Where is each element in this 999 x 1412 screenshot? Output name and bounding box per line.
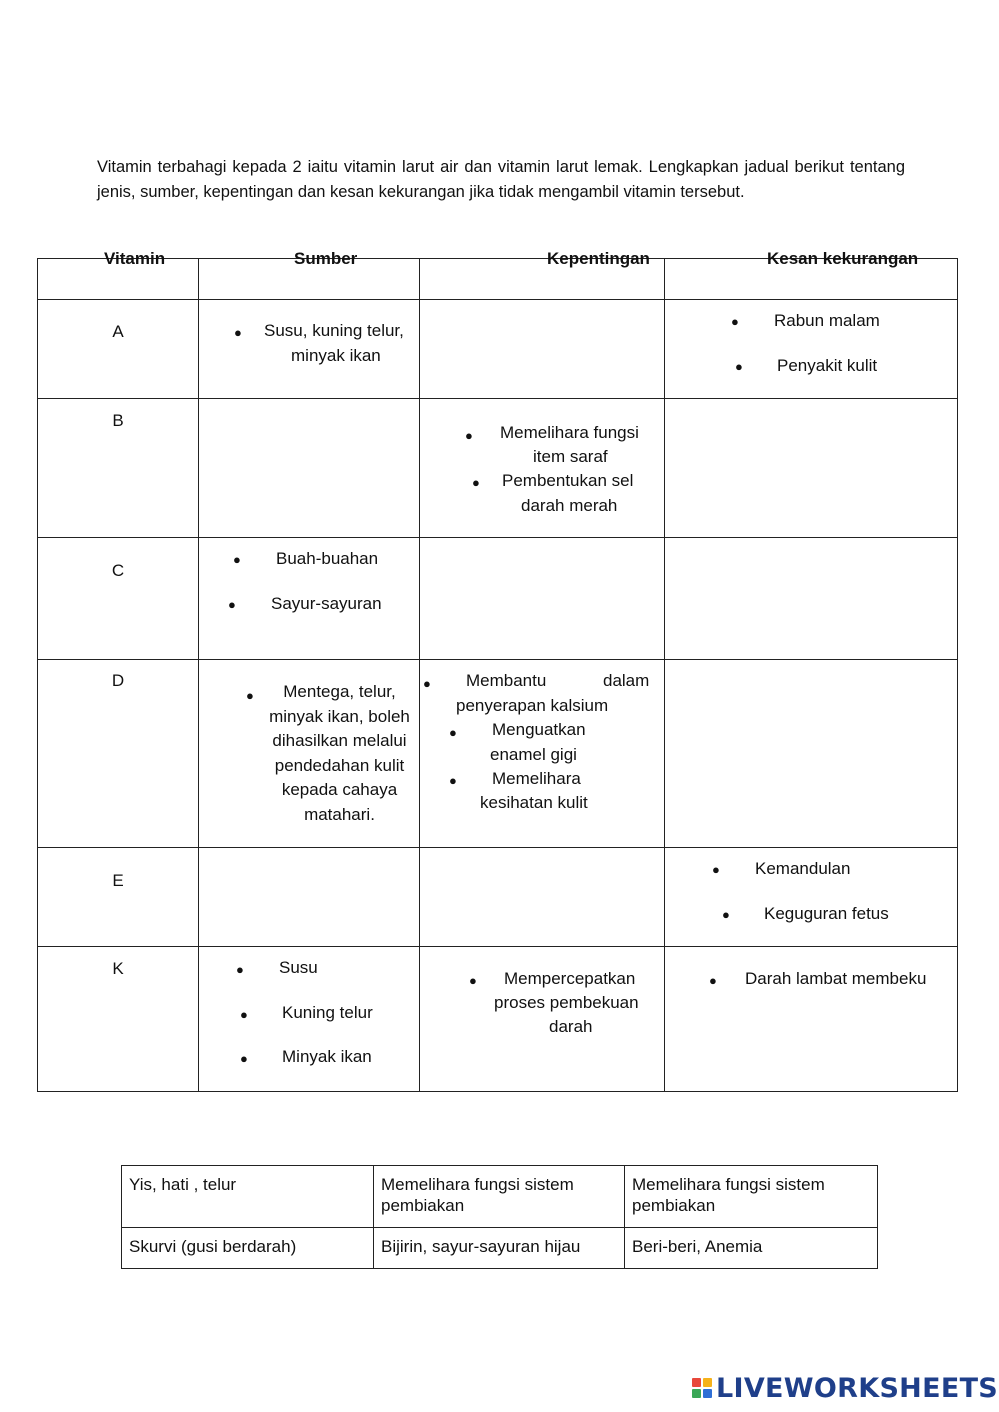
logo-square	[692, 1378, 701, 1387]
sumber-cell[interactable]: ● Susu ● Kuning telur ● Minyak ikan	[199, 947, 420, 1092]
kesan-cell[interactable]	[665, 399, 958, 538]
table-row	[38, 538, 958, 660]
logo-grid-icon	[692, 1378, 712, 1398]
answer-option[interactable]: Yis, hati , telur	[122, 1166, 374, 1228]
vitamin-table	[37, 249, 958, 1092]
sumber-cell[interactable]	[199, 848, 420, 947]
table-row	[38, 399, 958, 538]
kesan-cell[interactable]: ● Kemandulan ● Keguguran fetus	[665, 848, 958, 947]
vitamin-cell: K	[38, 947, 199, 1092]
sumber-cell[interactable]: ● Mentega, telur, minyak ikan, boleh dihasilkan melalui pendedahan kulit kepada cahaya matahari.	[199, 660, 420, 848]
table-row	[122, 1166, 878, 1228]
sumber-cell[interactable]: ● Buah-buahan ● Sayur-sayuran	[199, 538, 420, 660]
logo-square	[703, 1378, 712, 1387]
header-kepentingan: Kepentingan	[420, 259, 665, 300]
kesan-cell[interactable]: ● Rabun malam ● Penyakit kulit	[665, 300, 958, 399]
sumber-cell[interactable]: ● Susu, kuning telur, minyak ikan	[199, 300, 420, 399]
sumber-cell[interactable]	[199, 399, 420, 538]
vitamin-cell: A	[38, 300, 199, 399]
kepentingan-cell[interactable]	[420, 848, 665, 947]
instructions-paragraph: Vitamin terbahagi kepada 2 iaitu vitamin larut air dan vitamin larut lemak. Lengkapkan jadual berikut tentang jenis, sumber, kepentingan dan kesan kekurangan jika tidak mengambil vitamin tersebut.	[97, 158, 905, 201]
kepentingan-cell[interactable]: ● Mempercepatkan proses pembekuan darah	[420, 947, 665, 1092]
vitamin-cell: C	[38, 538, 199, 660]
logo-square	[703, 1389, 712, 1398]
vitamin-cell: D	[38, 660, 199, 848]
answer-option[interactable]: Beri-beri, Anemia	[625, 1228, 878, 1269]
kesan-cell[interactable]	[665, 660, 958, 848]
kepentingan-cell[interactable]: ● Membantu dalam penyerapan kalsium ● Menguatkan enamel gigi ● Memelihara kesihatan kulit	[420, 660, 665, 848]
header-sumber: Sumber	[199, 259, 420, 300]
kesan-cell[interactable]: ● Darah lambat membeku	[665, 947, 958, 1092]
table-header-row	[38, 259, 958, 300]
table-row	[38, 660, 958, 848]
header-vitamin: Vitamin	[38, 259, 199, 300]
table-row	[122, 1228, 878, 1269]
liveworksheets-logo	[692, 1373, 998, 1403]
answer-option[interactable]: Skurvi (gusi berdarah)	[122, 1228, 374, 1269]
table-row	[38, 300, 958, 399]
answer-option[interactable]: Memelihara fungsi sistem pembiakan	[625, 1166, 878, 1228]
kesan-cell[interactable]	[665, 538, 958, 660]
answer-option[interactable]: Memelihara fungsi sistem pembiakan	[374, 1166, 625, 1228]
vitamin-cell: E	[38, 848, 199, 947]
kepentingan-cell[interactable]	[420, 300, 665, 399]
header-kesan-kekurangan: Kesan kekurangan	[665, 259, 958, 300]
logo-text: LIVEWORKSHEETS	[716, 1372, 999, 1404]
kepentingan-cell[interactable]: ● Memelihara fungsi item saraf ● Pembentukan sel darah merah	[420, 399, 665, 538]
answer-option[interactable]: Bijirin, sayur-sayuran hijau	[374, 1228, 625, 1269]
logo-square	[692, 1389, 701, 1398]
vitamin-cell: B	[38, 399, 199, 538]
answer-bank-table	[121, 1165, 878, 1269]
table-row	[38, 848, 958, 947]
kepentingan-cell[interactable]	[420, 538, 665, 660]
table-row	[38, 947, 958, 1092]
